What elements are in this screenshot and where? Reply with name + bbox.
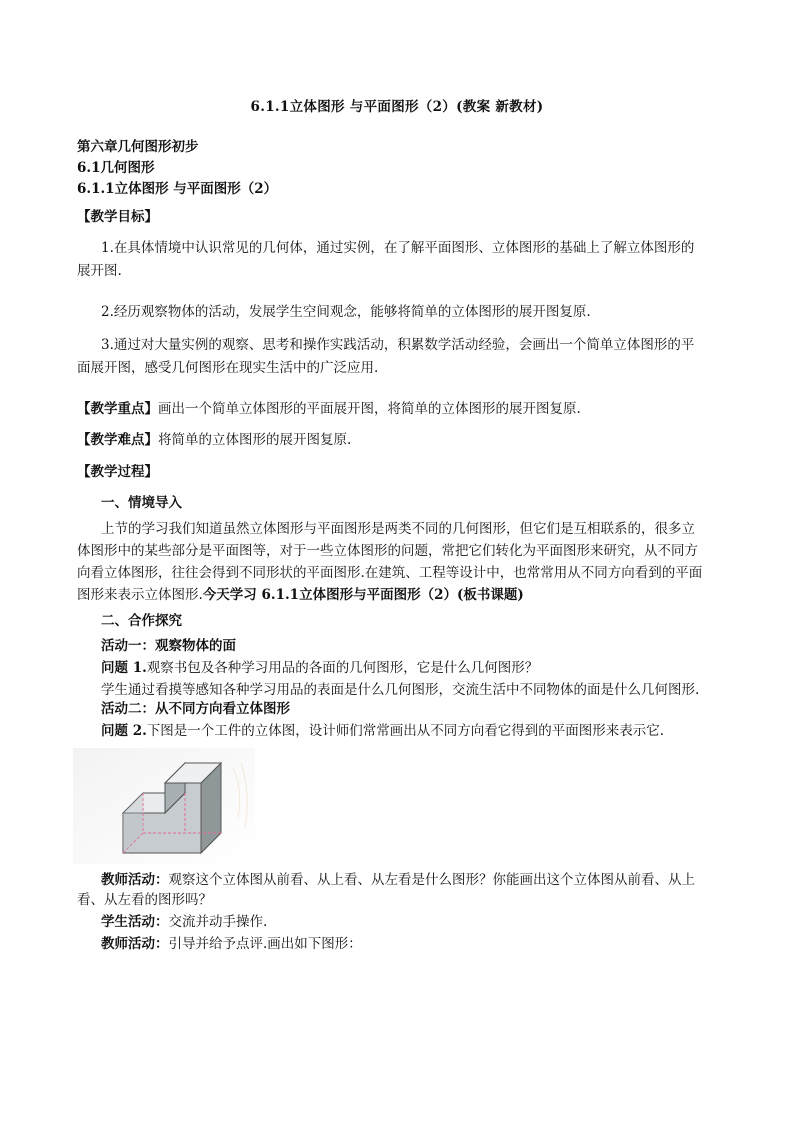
key-point-label: 【教学重点】 [77, 401, 158, 417]
difficulty-text: 将简单的立体图形的展开图复原. [158, 432, 352, 448]
student-activity-text: 交流并动手操作. [168, 914, 268, 930]
key-point [77, 400, 581, 418]
teacher-activity-2 [101, 935, 362, 953]
document-title: 6.1.1立体图形 与平面图形（2）(教案 新教材) [250, 99, 544, 115]
teacher-activity-2-text: 引导并给予点评.画出如下图形： [168, 936, 362, 952]
teacher-activity-2-label: 教师活动： [101, 936, 169, 952]
process-heading: 【教学过程】 [77, 464, 158, 480]
question-1-text: 观察书包及各种学习用品的各面的几何图形，它是什么几何图形？ [146, 660, 539, 676]
question-2-label: 问题 2. [101, 723, 147, 739]
student-activity-label: 学生活动： [101, 914, 169, 930]
activity2-label: 活动二：从不同方向看立体图形 [101, 701, 290, 717]
objective-2: 2.经历观察物体的活动，发展学生空间观念，能够将简单的立体图形的展开图复原. [101, 304, 591, 320]
section-heading: 6.1几何图形 [77, 160, 155, 176]
subsection-heading: 6.1.1立体图形 与平面图形（2） [77, 181, 278, 197]
activity1-label: 活动一：观察物体的面 [101, 638, 236, 654]
objectives-heading: 【教学目标】 [77, 209, 158, 225]
difficulty [77, 431, 351, 449]
chapter-heading: 第六章几何图形初步 [77, 139, 199, 155]
teacher-activity-1-cont: 看、从左看的图形吗？ [77, 892, 212, 908]
question-1-label: 问题 1. [101, 660, 147, 676]
objective-3: 3.通过对大量实例的观察、思考和操作实践活动，积累数学活动经验，会画出一个简单立体图形的平 面展开图，感受几何图形在现实生活中的广泛应用. [77, 337, 695, 376]
workpiece-3d-figure [73, 748, 255, 864]
part1-heading: 一、情境导入 [101, 495, 182, 511]
question-1 [101, 659, 538, 677]
intro-paragraph: 上节的学习我们知道虽然立体图形与平面图形是两类不同的几何图形，但它们是互相联系的，很多立 体图形中的某些部分是平面图等，对于一些立体图形的问题，常把它们转化为平面图形来研究，从不同方 向看立体图形，往往会得到不同形状的平面图形.在建筑、工程等设计中，也常常用从不同方向看到的平面 图形来表示立体图形.今天学习 6.1.1立体图形与平面图形（2）(板书课题) [77, 521, 703, 603]
teacher-activity-1-label: 教师活动： [101, 872, 169, 888]
question-2 [101, 722, 664, 740]
question-1-answer: 学生通过看摸等感知各种学习用品的表面是什么几何图形，交流生活中不同物体的面是什么几何图形. [101, 682, 700, 698]
teacher-activity-1 [101, 871, 695, 889]
question-2-text: 下图是一个工件的立体图，设计师们常常画出从不同方向看它得到的平面图形来表示它. [146, 723, 665, 739]
part2-heading: 二、合作探究 [101, 613, 182, 629]
difficulty-label: 【教学难点】 [77, 432, 158, 448]
teacher-activity-1-text: 观察这个立体图从前看、从上看、从左看是什么图形？你能画出这个立体图从前看、从上 [168, 872, 695, 888]
objective-1: 1.在具体情境中认识常见的几何体，通过实例，在了解平面图形、立体图形的基础上了解立体图形的 展开图. [77, 240, 695, 279]
student-activity [101, 913, 267, 931]
key-point-text: 画出一个简单立体图形的平面展开图，将简单的立体图形的展开图复原. [158, 401, 581, 417]
